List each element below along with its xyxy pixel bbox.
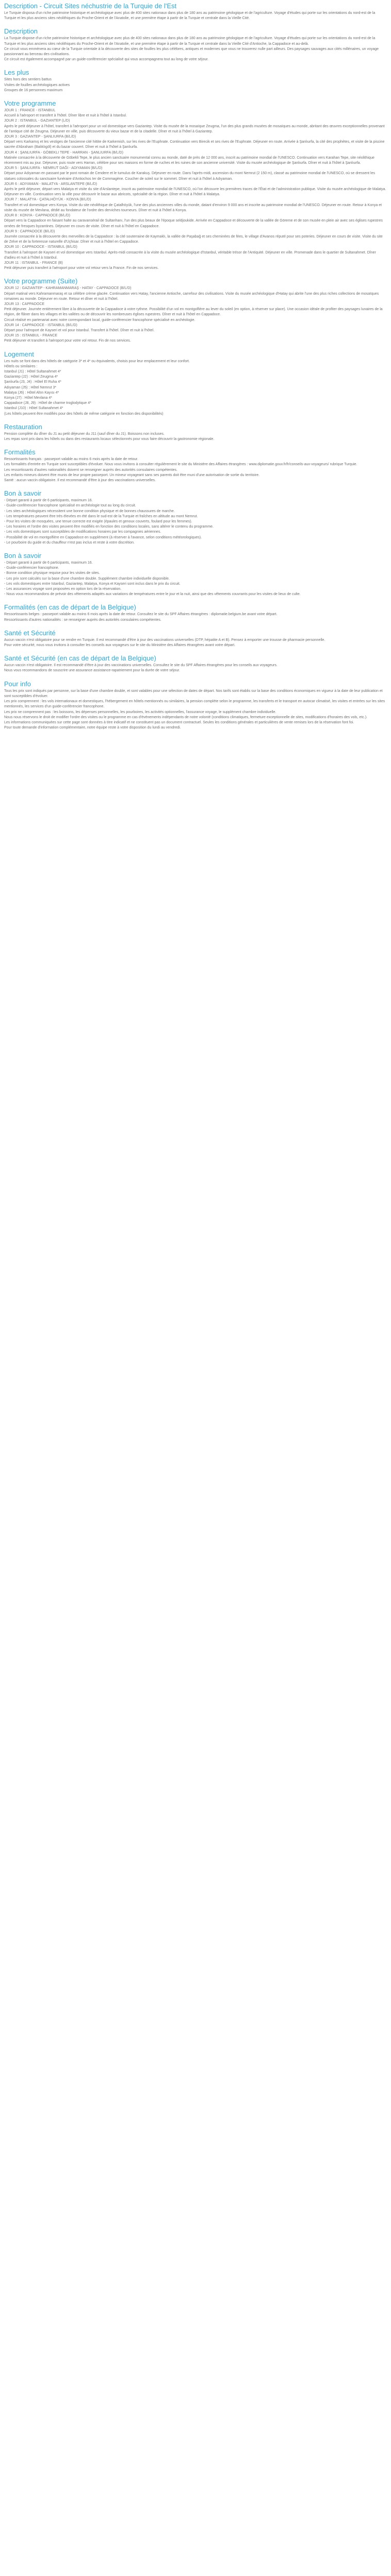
section-paragraph: Visites de fouilles archéologiques actives [4,83,70,87]
section-paragraph: Le Turquie disposa d'un riche patrimoine historique et archéologique avec plus de 400 sites nationaux dans plus de 180 ans au patrimoine géologique et de l'agriculture. Voyage d'études qui porte sur les orientations du nord-est de la Turquie et les plus anciens sites néolithiques du Proche-Orient et de l'Anatolie, et une première étape à partir de la Turquie et centrale dans la Vieille Cité. [4,11,376,21]
section-paragraph: - Les températures peuvent être très élevées en été dans le sud-est de la Turquie et fraîches en altitude au mont Nemrut. [4,514,198,518]
section-paragraph: - Départ garanti à partir de 6 participants, maximum 16. [4,499,93,503]
section-paragraph: Matinée consacrée à la découverte de Göbekli Tepe, le plus ancien sanctuaire monumental connu au monde, daté de près de 12 000 ans, inscrit au patrimoine mondial de l'UNESCO. Continuation vers Karahan Tepe, site néolithique récemment mis au jour. Déjeuner, puis route vers Harran, célèbre pour ses maisons en forme de ruches et les ruines de son ancienne université. Visite du musée archéologique de Şanlıurfa. Dîner et nuit à l'hôtel à Şanlıurfa. [4,156,374,165]
section-paragraph: JOUR 5 : ŞANLIURFA - NEMRUT DAĞI - ADIYAMAN (B/L/D) [4,166,103,171]
section-paragraph: - Les sites archéologiques nécessitent une bonne condition physique et de bonnes chaussures de marche. [4,509,175,513]
section-paragraph: Les ressortissants d'autres nationalités doivent se renseigner auprès des autorités consulaires compétentes. [4,468,177,472]
section-paragraph: - Les prix sont calculés sur la base d'une chambre double. Supplément chambre individuelle disponible. [4,577,170,581]
section-paragraph: Santé : aucun vaccin obligatoire. Il est recommandé d'être à jour des vaccinations universelles. [4,479,156,483]
section-paragraph: Cappadoce (J8, J9) : Hôtel de charme troglodytique 4* [4,401,91,405]
section-5 [4,349,387,417]
section-paragraph: JOUR 13 : CAPPADOCE [4,302,45,306]
section-paragraph: JOUR 11 : ISTANBUL - FRANCE (B) [4,261,63,265]
section-title: Formalités (en cas de départ de la Belgique) [4,603,136,612]
page-content [0,0,391,731]
section-paragraph: Ressortissants d'autres nationalités : se renseigner auprès des autorités consulaires compétentes. [4,618,161,622]
section-paragraph: Groupes de 16 personnes maximum [4,88,63,92]
section-paragraph: JOUR 15 : ISTANBUL - FRANCE [4,334,58,338]
section-paragraph: Transfert à l'aéroport de Kayseri et vol domestique vers Istanbul. Après-midi consacrée à la visite du musée archéologique d'Istanbul, véritable trésor de l'Antiquité. Déjeuner en ville. Promenade dans le quartier de Sultanahmet. Dîner d'adieu et nuit à l'hôtel à Istanbul. [4,250,376,260]
section-title: Bon à savoir [4,489,42,498]
section-paragraph: Départ pour Adıyaman en passant par le pont romain de Cendere et le tumulus de Karakuş. Déjeuner en route. Dans l'après-midi, ascension du mont Nemrut (2 150 m), classé au patrimoine mondial de l'UNESCO, où se dressent les statues colossales du sanctuaire funéraire d'Antiochos Ier de Commagène. Coucher de soleil sur le sommet. Dîner et nuit à l'hôtel à Adıyaman. [4,172,375,181]
section-title: Santé et Sécurité [4,629,56,637]
section-paragraph: JOUR 7 : MALATYA - ÇATALHÖYÜK - KONYA (B/L/D) [4,198,91,202]
section-12 [4,653,387,673]
section-paragraph: Départ pour l'aéroport de Kayseri et vol pour Istanbul. Transfert à l'hôtel. Dîner et nuit à l'hôtel. [4,328,155,332]
section-paragraph: Les prix comprennent : les vols internationaux et domestiques, l'hébergement en hôtels mentionnés ou similaires, la pension complète selon le programme, les transferts et le transport en autocar climatisé, les visites et entrées sur les sites mentionnés, les services d'un guide-conférencier francophone. [4,700,385,709]
section-paragraph: JOUR 6 : ADIYAMAN - MALATYA - ARSLANTEPE (B/L/D) [4,182,97,186]
section-paragraph: Malatya (J6) : Hôtel Altın Kayısı 4* [4,391,59,395]
section-title: Restauration [4,422,42,431]
section-paragraph: Istanbul (J1) : Hôtel Sultanahmet 4* [4,369,61,374]
section-paragraph: Les prix ne comprennent pas : les boissons, les dépenses personnelles, les pourboires, les activités optionnelles, l'assurance voyage, le supplément chambre individuelle. [4,710,276,714]
section-paragraph: Konya (J7) : Hôtel Mevlana 4* [4,396,52,400]
section-paragraph: Pension complète du dîner du J1 au petit déjeuner du J11 (sauf dîner du J1). Boissons non incluses. [4,432,165,436]
section-paragraph: - Les horaires et l'ordre des visites peuvent être modifiés en fonction des conditions locales, sans altérer le contenu du programme. [4,525,214,529]
section-paragraph: Les informations communiquées sur cette page sont données à titre indicatif et ne constituent pas un document contractuel. Seules les conditions générales et particulières de vente remises lors de la réservation font foi. [4,720,354,724]
section-paragraph: Les formalités d'entrée en Turquie sont susceptibles d'évoluer. Nous vous invitons à consulter régulièrement le site du Ministère des Affaires étrangères : www.diplomatie.gouv.fr/fr/conseils-aux-voyageurs/ rubrique Turquie. [4,463,357,467]
section-paragraph: Ressortissants français : passeport valable au moins 6 mois après la date de retour. [4,457,138,462]
section-paragraph: Sites hors des sentiers battus [4,78,52,82]
section-paragraph: Après le petit déjeuner à l'hôtel, transfert à l'aéroport pour un vol domestique vers Gaziantep. Visite du musée de la mosaïque Zeugma, l'un des plus grands musées de mosaïques au monde, abritant des œuvres exceptionnelles provenant de l'antique cité de Zeugma. Déjeuner en ville, puis découverte du vieux bazar et de la citadelle. Dîner et nuit à l'hôtel à Gaziantep. [4,124,385,133]
section-paragraph: Journée consacrée à la découverte des merveilles de la Cappadoce : la cité souterraine de Kaymaklı, la vallée de Paşabağ et ses cheminées de fées, le village d'Avanos réputé pour ses poteries. Déjeuner en cours de visite. Visite du site de Zelve et de la forteresse naturelle d'Uçhisar. Dîner et nuit à l'hôtel en Cappadoce. [4,234,383,244]
section-paragraph: JOUR 4 : ŞANLIURFA - GÖBEKLI TEPE - HARRAN - ŞANLIURFA (B/L/D) [4,150,123,155]
section-title: Votre programme (Suite) [4,277,78,285]
section-paragraph: Ce circuit est également accompagné par un guide-conférencier spécialisé qui vous accompagnera tout au long de votre séjour. [4,58,209,62]
section-paragraph: - Bonne condition physique requise pour les visites de sites. [4,571,100,575]
section-paragraph: - Les vols domestiques entre Istanbul, Gaziantep, Malatya, Konya et Kayseri sont inclus dans le prix du circuit. [4,582,181,586]
section-10 [4,602,387,622]
section-paragraph: JOUR 2 : ISTANBUL - GAZIANTEP (L/D) [4,119,70,123]
section-paragraph: Şanlıurfa (J3, J4) : Hôtel El Ruha 4* [4,380,61,384]
section-paragraph: Les nuits se font dans des hôtels de catégorie 3* et 4* ou équivalents, choisis pour leur emplacement et leur confort. [4,359,190,363]
section-paragraph: JOUR 1 : FRANCE - ISTANBUL [4,109,56,113]
section-6 [4,422,387,442]
section-paragraph: Aucun vaccin n'est obligatoire. Il est recommandé d'être à jour des vaccinations universelles. Consultez le site du SPF Affaires étrangères pour les conseils aux voyageurs. [4,664,278,668]
section-paragraph: Petit déjeuner. Journée entièrement libre à la découverte de la Cappadoce à votre rythme. Possibilité d'un vol en montgolfière au lever du soleil (en option, à réserver sur place). Une occasion idéale de profiter des paysages lunaires de la région, de flâner dans les villages et les vallées ou de découvrir les nombreuses églises rupestres. Dîner et nuit à l'hôtel en Cappadoce. [4,308,383,317]
section-paragraph: (Les hôtels peuvent être modifiés pour des hôtels de même catégorie en fonction des disponibilités) [4,412,164,416]
section-title: Description - Circuit Sites néchustrie de la Turquie de l'Est [4,2,177,10]
section-8 [4,488,387,546]
section-paragraph: Istanbul (J10) : Hôtel Sultanahmet 4* [4,406,63,411]
section-0 [4,1,387,21]
section-paragraph: Aucun vaccin n'est obligatoire pour se rendre en Turquie. Il est recommandé d'être à jour des vaccinations universelles (DTP, hépatite A et B). Pensez à emporter une trousse de pharmacie personnelle. [4,638,325,642]
section-title: Pour info [4,680,31,688]
section-paragraph: Adıyaman (J5) : Hôtel Nemrut 3* [4,385,57,389]
section-4 [4,276,387,344]
section-title: Bon à savoir [4,552,42,560]
section-paragraph: Petit déjeuner puis transfert à l'aéroport pour votre vol retour vers la France. Fin de nos services. [4,266,159,270]
section-title: Description [4,27,38,36]
section-paragraph: Nous nous réservons le droit de modifier l'ordre des visites ou le programme en cas d'événements indépendants de notre volonté (conditions climatiques, fermeture exceptionnelle de sites, modifications d'horaires des vols, etc.). [4,715,367,719]
section-title: Les plus [4,69,29,77]
section-9 [4,551,387,597]
section-paragraph: - Départ garanti à partir de 6 participants, maximum 16. [4,561,93,565]
section-paragraph: JOUR 10 : CAPPADOCE - ISTANBUL (B/L/D) [4,245,77,249]
section-paragraph: JOUR 3 : GAZIANTEP - ŞANLIURFA (B/L/D) [4,135,76,139]
section-paragraph: La Turquie dispose d'un riche patrimoine historique et archéologique avec plus de 400 sites nationaux dans plus de 180 ans au patrimoine géologique et de l'agriculture. Voyage d'études qui porte sur les orientations du nord-est de la Turquie et les plus anciens sites néolithiques du Proche-Orient et de l'Anatolie, et une première étape à partir de la Turquie et centrale dans la Vieille Cité d'Antioche, la Cappadoce et au-delà. [4,37,376,46]
section-paragraph: Départ vers Karkamış et les vestiges de l'ancienne cité hittite de Karkemish, sur les rives de l'Euphrate. Continuation vers Birecik et ses rives de l'Euphrate. Déjeuner en route. Arrivée à Şanlıurfa, la cité des prophètes, et visite de la piscine sacrée d'Abraham (Balıklıgöl) et du bazar couvert. Dîner et nuit à l'hôtel à Şanlıurfa. [4,140,385,149]
section-3 [4,98,387,271]
section-1 [4,26,387,62]
section-paragraph: JOUR 8 : KONYA - CAPPADOCE (B/L/D) [4,214,71,218]
section-paragraph: Les repas sont pris dans les hôtels ou dans des restaurants locaux sélectionnés pour vous faire découvrir la gastronomie régionale. [4,437,215,441]
section-7 [4,447,387,483]
section-paragraph: Tous les prix sont indiqués par personne, sur la base d'une chambre double, et sont valables pour une sélection de dates de départ. Nos tarifs sont établis sur la base des conditions économiques en vigueur à la date de leur publication et sont susceptibles d'évoluer. [4,689,383,698]
section-paragraph: Départ vers la Cappadoce en faisant halte au caravansérail de Sultanhanı, l'un des plus beaux de l'époque seldjoukide. Arrivée en Cappadoce et découverte de la vallée de Göreme et de son musée en plein air avec ses églises rupestres ornées de fresques byzantines. Déjeuner en cours de visite. Dîner et nuit à l'hôtel en Cappadoce. [4,219,383,228]
section-paragraph: Hôtels ou similaires : [4,364,38,368]
section-paragraph: - Possibilité de vol en montgolfière en Cappadoce en supplément (à réserver à l'avance, selon conditions météorologiques). [4,535,202,539]
section-title: Santé et Sécurité (en cas de départ de la Belgique) [4,654,156,663]
section-2 [4,67,387,93]
section-paragraph: Départ matinal vers Kahramanmaraş et sa célèbre crème glacée. Continuation vers Hatay, l'ancienne Antioche, carrefour des civilisations. Visite du musée archéologique d'Hatay qui abrite l'une des plus riches collections de mosaïques romaines au monde. Déjeuner en route. Retour et dîner et nuit à l'hôtel. [4,292,379,301]
section-paragraph: Après le petit déjeuner, départ vers Malatya et visite du site d'Arslantepe, inscrit au patrimoine mondial de l'UNESCO, où l'on découvre les premières traces de l'État et de l'administration publique. Visite du musée archéologique de Malatya. Déjeuner en ville. Continuation vers la ville pour découvrir le bazar aux abricots, spécialité de la région. Dîner et nuit à l'hôtel à Malatya. [4,188,386,197]
section-title: Formalités [4,448,36,456]
section-paragraph: - Guide-conférencier francophone spécialisé en archéologie tout au long du circuit. [4,504,136,508]
section-paragraph: Gaziantep (J2) : Hôtel Zeugma 4* [4,375,58,379]
section-paragraph: - Guide-conférencier francophone. [4,566,59,570]
section-paragraph: JOUR 9 : CAPPADOCE (B/L/D) [4,229,55,233]
section-paragraph: Ressortissants belges : passeport valable au moins 6 mois après la date de retour. Consultez le site du SPF Affaires étrangères : diplomatie.belgium.be avant votre départ. [4,613,278,617]
section-paragraph: Les enfants mineurs doivent être munis de leur propre passeport. Un mineur voyageant sans ses parents doit être muni d'une autorisation de sortie du territoire. [4,473,260,477]
section-paragraph: - Les vols domestiques sont susceptibles de modifications horaires par les compagnies aériennes. [4,530,161,534]
section-paragraph: Accueil à l'aéroport et transfert à l'hôtel. Dîner libre et nuit à l'hôtel à Istanbul. [4,114,127,118]
section-paragraph: Circuit réalisé en partenariat avec notre correspondant local, guide-conférencier francophone spécialisé en archéologie. [4,318,196,322]
section-paragraph: JOUR 12 : GAZIANTEP - KAHRAMANMARAŞ - HATAY - CAPPADOCE (B/L/D) [4,286,132,291]
section-paragraph: Pour toute demande d'information complémentaire, notre équipe reste à votre disposition du lundi au vendredi. [4,726,181,730]
section-13 [4,679,387,731]
section-paragraph: JOUR 14 : CAPPADOCE - ISTANBUL (B/L/D) [4,323,77,327]
section-paragraph: - Les assurances voyage sont proposées en option lors de la réservation. [4,587,122,591]
section-11 [4,628,387,648]
section-paragraph: Pour votre sécurité, nous vous invitons à consulter les conseils aux voyageurs sur le site du Ministère des Affaires étrangères avant votre départ. [4,643,236,648]
section-title: Logement [4,350,34,358]
section-paragraph: - Pour les visites de mosquées, une tenue correcte est exigée (épaules et genoux couverts, foulard pour les femmes). [4,520,192,524]
section-paragraph: - Nous vous recommandons de prévoir des vêtements adaptés aux variations de températures entre le jour et la nuit, ainsi que des vêtements couvrants pour les visites de lieux de culte. [4,592,301,597]
section-paragraph: Transfert et vol domestique vers Konya. Visite du site néolithique de Çatalhöyük, l'une des plus anciennes villes du monde, datant d'environ 9 000 ans et inscrite au patrimoine mondial de l'UNESCO. Déjeuner en route. Retour à Konya et visite du musée de Mevlana, dédié au fondateur de l'ordre des derviches tourneurs. Dîner et nuit à l'hôtel à Konya. [4,203,382,212]
section-paragraph: - Le pourboire du guide et du chauffeur n'est pas inclus et reste à votre discrétion. [4,540,135,545]
section-title: Votre programme [4,99,56,108]
section-paragraph: Ce circuit vous emmènera au cœur de la Turquie orientale à la découverte des sites de fouilles les plus célèbres, antiques et modernes que vous ne trouverez nulle part ailleurs. Des paysages sauvages aux cités millénaires, un voyage passionnant au berceau des civilisations. [4,47,379,57]
section-paragraph: Petit déjeuner et transfert à l'aéroport pour votre vol retour. Fin de nos services. [4,339,131,343]
section-paragraph: Nous vous recommandons de souscrire une assurance assistance-rapatriement pour la durée de votre séjour. [4,669,180,673]
